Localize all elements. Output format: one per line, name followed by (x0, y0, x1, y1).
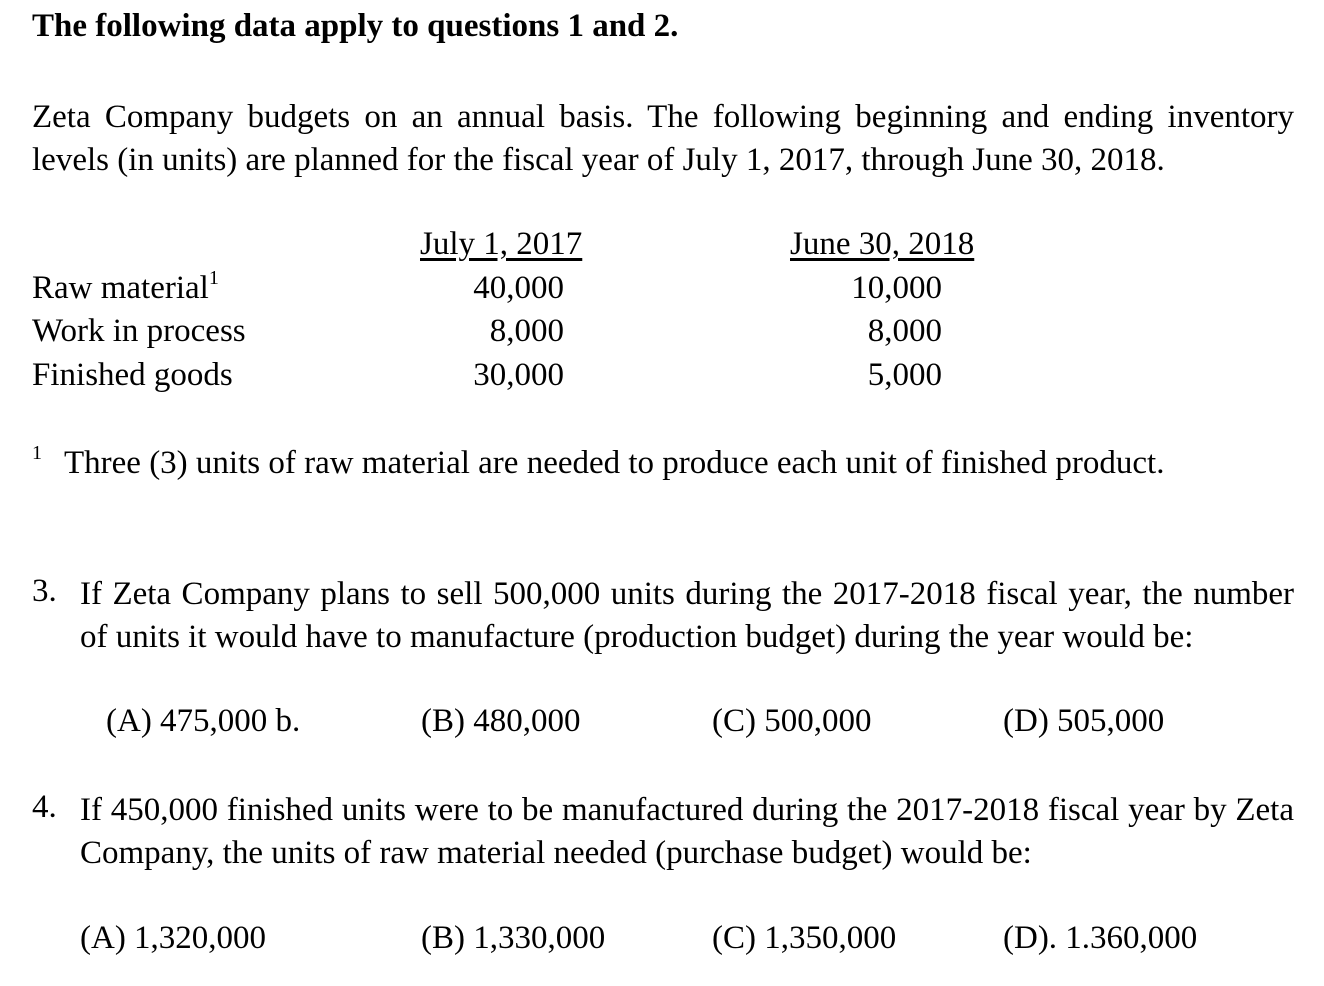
answer-choice-d: (D). 1.360,000 (1003, 920, 1198, 956)
answer-choice-a: (A) 1,320,000 (80, 920, 267, 956)
table-row-label: Work in process (32, 313, 246, 349)
footnote-text: Three (3) units of raw material are needed to produce each unit of finished product. (64, 445, 1165, 481)
table-cell: 40,000 (473, 270, 564, 306)
table-col2-header: June 30, 2018 (790, 226, 975, 262)
table-cell: 8,000 (489, 313, 564, 349)
table-cell: 10,000 (851, 270, 942, 306)
row-label-text: Raw material (32, 270, 209, 306)
question-number: 4. (32, 789, 57, 825)
answer-choice-b: (B) 1,330,000 (421, 920, 606, 956)
answer-choice-c: (C) 1,350,000 (712, 920, 897, 956)
answer-choice-c: (C) 500,000 (712, 703, 872, 739)
table-row-label: Finished goods (32, 357, 233, 393)
answer-choice-a: (A) 475,000 b. (106, 703, 301, 739)
table-col1-header: July 1, 2017 (420, 226, 583, 262)
table-row-label (32, 267, 219, 307)
answer-choice-b: (B) 480,000 (421, 703, 581, 739)
page-heading: The following data apply to questions 1 and 2. (32, 8, 679, 44)
table-cell: 5,000 (867, 357, 942, 393)
intro-paragraph: Zeta Company budgets on an annual basis. The following beginning and ending inventory levels (in units) are planned for the fiscal year of July 1, 2017, through June 30, 2018. (32, 99, 1294, 178)
answer-choice-d: (D) 505,000 (1003, 703, 1165, 739)
question-text: If 450,000 finished units were to be manufactured during the 2017-2018 fiscal year by Zeta Company, the units of raw material needed (purchase budget) would be: (80, 792, 1294, 871)
table-cell: 30,000 (473, 357, 564, 393)
footnote-marker: 1 (32, 442, 42, 464)
question-text: If Zeta Company plans to sell 500,000 units during the 2017-2018 fiscal year, the number of units it would have to manufacture (production budget) during the year would be: (80, 576, 1294, 655)
table-cell: 8,000 (867, 313, 942, 349)
question-number: 3. (32, 573, 57, 609)
footnote (32, 442, 1294, 489)
footnote-marker: 1 (208, 267, 219, 289)
